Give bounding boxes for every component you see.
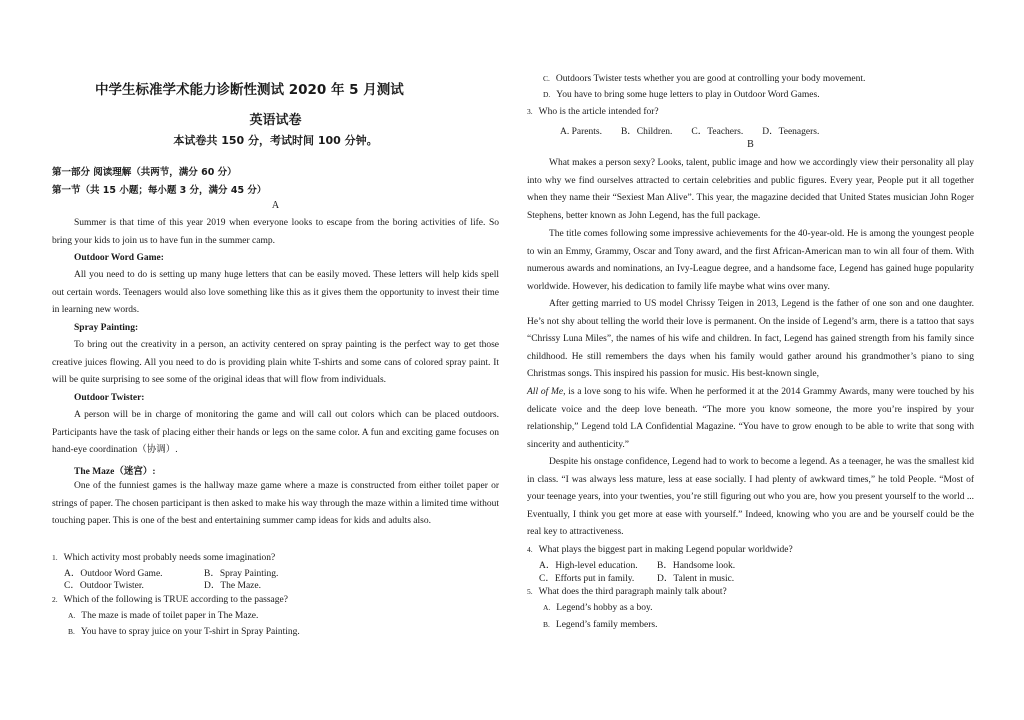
- question-number: 5.: [527, 587, 533, 596]
- song-title: All of Me,: [527, 387, 566, 397]
- exam-title: 中学生标准学术能力诊断性测试 2020 年 5 月测试: [95, 82, 404, 98]
- paragraph-text: is a love song to his wife. When he performed it at the 2014 Grammy Awards, many were touched by his delicate voice and the deep love beneath. “The more you know someone, the more you’re inspired by your relationship,” Legend told LA Confidential Magazine. “You have to grow enough to be able to write that song with sincerity and authenticity.”: [527, 387, 974, 450]
- option-mark: A.: [68, 611, 76, 620]
- answer-option[interactable]: C．Outdoor Twister.: [64, 581, 144, 591]
- option-text: You have to spray juice on your T-shirt in Spray Painting.: [80, 627, 300, 637]
- question-1: [52, 553, 275, 563]
- answer-option[interactable]: [543, 90, 820, 100]
- passage-b-paragraph: After getting married to US model Chrissy Teigen in 2013, Legend is the father of one son and one daughter. He’s not shy about telling the world their love is permanent. On the inside of Legend’s arm, there is a tattoo that says “Chrissy Luna Miles”, the names of his wife and children. In fact, Legend has gained strength from his family since childhood. He still remembers the days when his family would gather around his grandmother’s piano to sing Christmas songs. This inspired his passion for music. His best-known single,: [527, 299, 974, 380]
- activity-heading: Spray Painting:: [74, 323, 139, 333]
- option-text: The maze is made of toilet paper in The Maze.: [81, 611, 259, 621]
- question-5: [527, 587, 727, 597]
- answer-option[interactable]: A．Outdoor Word Game.: [64, 569, 163, 579]
- answer-option[interactable]: B．Handsome look.: [657, 561, 736, 571]
- activity-text: To bring out the creativity in a person, an activity centered on spray painting is the perfect way to get those creative juices flowing. All you need to do is providing plain white T-shirts and some cans of colored spray paint. It will be quite surprising to see some of the original ideas that will flow from individuals.: [52, 340, 499, 386]
- question-number: 2.: [52, 595, 58, 604]
- part-one-heading: 第一部分 阅读理解（共两节，满分 60 分）: [52, 167, 237, 178]
- question-stem: Which activity most probably needs some imagination?: [63, 553, 276, 563]
- option-mark: C.: [543, 74, 550, 83]
- question-3: [527, 107, 659, 117]
- passage-b-paragraph: Despite his onstage confidence, Legend had to work to become a legend. As a teenager, he was the smallest kid in class. “I was always less mature, less at ease socially. I had plenty of awkward times,” he told People. “Most of your teenage years, into your twenties, you’re still figuring out who you are, how you present yourself to the world ... Eventually, I think you get more at ease with yourself.” Indeed, knowing who you are and be yourself could be the real key to attractiveness.: [527, 457, 974, 538]
- answer-option[interactable]: [68, 611, 258, 621]
- option-mark: B.: [68, 627, 75, 636]
- answer-option[interactable]: [68, 627, 300, 637]
- question-4: [527, 545, 793, 555]
- activity-heading: Outdoor Word Game:: [74, 253, 164, 263]
- answer-option[interactable]: [543, 603, 653, 613]
- passage-a-intro: Summer is that time of this year 2019 when everyone looks to escape from the boring activities of life. So bring your kids to join us to have fun in the summer camp.: [52, 218, 499, 246]
- question-stem: What plays the biggest part in making Legend popular worldwide?: [538, 545, 793, 555]
- answer-option[interactable]: D．The Maze.: [204, 581, 261, 591]
- answer-option[interactable]: B．Spray Painting.: [204, 569, 279, 579]
- exam-subject: 英语试卷: [249, 113, 302, 128]
- answer-option[interactable]: [543, 620, 657, 630]
- passage-b-label: B: [747, 139, 754, 150]
- question-number: 1.: [52, 553, 58, 562]
- question-number: 4.: [527, 545, 533, 554]
- activity-text: All you need to do is setting up many huge letters that can be easily moved. These letters will help kids spell out certain words. Teenagers would also love something like this as it gives them the opportunity to invest their time in learning new words.: [52, 270, 499, 316]
- activity-heading: The Maze（迷宫）:: [74, 467, 156, 477]
- exam-info: 本试卷共 150 分，考试时间 100 分钟。: [173, 134, 378, 147]
- answer-options-row[interactable]: A. Parents. B．Children. C．Teachers. D．Teenagers.: [560, 127, 820, 137]
- passage-b-paragraph: What makes a person sexy? Looks, talent, public image and how we accordingly view their personality all play into why we find ourselves attracted to certain celebrities and public figures. Every year, People put it all together when they name their “Sexiest Man Alive”. This year, the magazine decided that United States musician John Roger Stephens, better known as John Legend, has the full package.: [527, 158, 974, 221]
- option-text: Outdoors Twister tests whether you are good at controlling your body movement.: [555, 74, 866, 84]
- option-mark: B.: [543, 620, 550, 629]
- section-one-heading: 第一节（共 15 小题；每小题 3 分，满分 45 分）: [52, 185, 267, 196]
- passage-a-label: A: [271, 200, 280, 211]
- question-stem: What does the third paragraph mainly talk about?: [538, 587, 727, 597]
- answer-option[interactable]: C．Efforts put in family.: [539, 574, 635, 584]
- activity-heading: Outdoor Twister:: [74, 393, 145, 403]
- activity-text: A person will be in charge of monitoring the game and will call out colors which can be placed outdoors. Participants have the task of placing either their hands or legs on the same color. A fun and exciting game focuses on hand-eye coordination（协调）.: [52, 410, 499, 456]
- question-stem: Who is the article intended for?: [538, 107, 659, 117]
- answer-option[interactable]: [543, 74, 865, 84]
- passage-b-paragraph: The title comes following some impressive achievements for the 40-year-old. He is among the youngest people to win an Emmy, Grammy, Oscar and Tony award, and the first African-American man to win all four of them. With numerous awards and nominations, an Ivy-League degree, and a handsome face, Legend has gained huge popularity worldwide. However, his dedication to family life maybe what wins over many.: [527, 229, 974, 292]
- passage-b-paragraph: [527, 384, 974, 454]
- question-2: [52, 595, 288, 605]
- option-text: You have to bring some huge letters to play in Outdoor Word Games.: [556, 90, 820, 100]
- option-mark: A.: [543, 603, 551, 612]
- option-text: Legend’s hobby as a boy.: [556, 603, 653, 613]
- question-stem: Which of the following is TRUE according to the passage?: [63, 595, 288, 605]
- option-text: Legend’s family members.: [555, 620, 658, 630]
- option-mark: D.: [543, 90, 551, 99]
- answer-option[interactable]: D．Talent in music.: [657, 574, 735, 584]
- question-number: 3.: [527, 107, 533, 116]
- activity-text: One of the funniest games is the hallway maze game where a maze is constructed from either toilet paper or strings of paper. The chosen participant is then asked to make his way through the maze within a limited time without touching paper. This is one of the best and entertaining summer camp ideas for kids and adults also.: [52, 481, 500, 527]
- answer-option[interactable]: A．High-level education.: [539, 561, 638, 571]
